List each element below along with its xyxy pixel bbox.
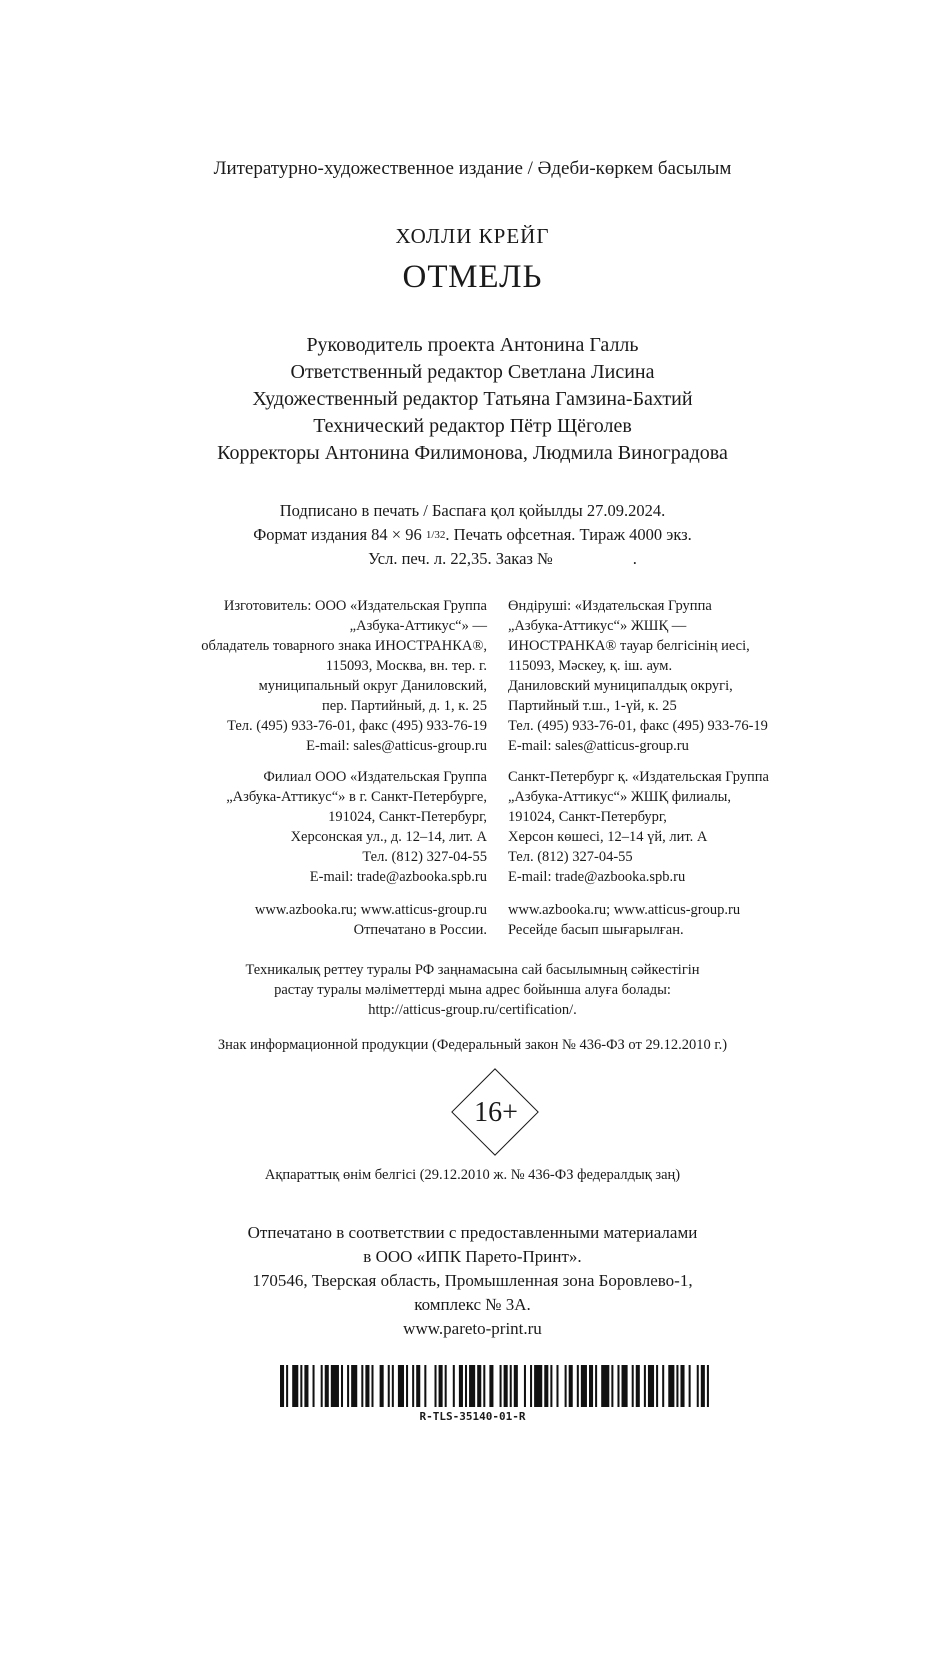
barcode-bar — [459, 1365, 463, 1407]
barcode-bar — [406, 1365, 408, 1407]
barcode-bar — [662, 1365, 664, 1407]
barcode-bar — [577, 1365, 579, 1407]
manufacturer-ru-line: E-mail: sales@atticus-group.ru — [306, 738, 487, 754]
barcode-bar — [388, 1365, 390, 1407]
barcode-bar — [398, 1365, 404, 1407]
barcode-bar — [483, 1365, 485, 1407]
branch-ru-line: 191024, Санкт-Петербург, — [328, 809, 487, 825]
branch-kz — [508, 767, 868, 887]
web-ru-line: Отпечатано в России. — [353, 922, 487, 938]
barcode-bar — [280, 1365, 284, 1407]
barcode-bar — [636, 1365, 640, 1407]
barcode-bar — [565, 1365, 567, 1407]
branch-kz-line: 191024, Санкт-Петербург, — [508, 809, 667, 825]
age-rating-badge — [451, 1068, 541, 1158]
barcode-bar — [331, 1365, 339, 1407]
barcode-bar — [701, 1365, 705, 1407]
tech-regulation-notice — [0, 960, 945, 1020]
barcode-bar — [361, 1365, 363, 1407]
credit-proofreaders: Корректоры Антонина Филимонова, Людмила Виноградова — [217, 442, 728, 464]
credit-executive-editor: Ответственный редактор Светлана Лисина — [290, 361, 655, 383]
barcode-bar — [601, 1365, 609, 1407]
barcode-bar — [313, 1365, 315, 1407]
barcode-bar — [581, 1365, 587, 1407]
edition-format — [0, 523, 945, 547]
barcode-bar — [632, 1365, 634, 1407]
barcode-bar — [550, 1365, 552, 1407]
branch-ru-line: „Азбука-Аттикус“» в г. Санкт-Петербурге, — [226, 789, 487, 805]
barcode-bar — [622, 1365, 628, 1407]
branch-ru-line: E-mail: trade@azbooka.spb.ru — [309, 869, 487, 885]
barcode-bar — [341, 1365, 343, 1407]
info-product-sign-kz: Ақпараттық өнім белгісі (29.12.2010 ж. № 436-ФЗ федералдық заң) — [264, 1167, 681, 1183]
barcode-bar — [504, 1365, 508, 1407]
branch-kz-line: Херсон көшесі, 12–14 үй, лит. А — [508, 829, 708, 845]
barcode-bar — [489, 1365, 493, 1407]
barcode-bar — [617, 1365, 619, 1407]
barcode-bar — [465, 1365, 467, 1407]
barcode-bar — [439, 1365, 443, 1407]
barcode-bar — [392, 1365, 394, 1407]
barcode-bar — [286, 1365, 288, 1407]
printer-line: в ООО «ИПК Парето-Принт». — [363, 1247, 582, 1266]
age-rating-text: 16+ — [474, 1097, 518, 1128]
barcode-bar — [514, 1365, 518, 1407]
credits-block — [0, 332, 945, 467]
barcode-bar — [325, 1365, 329, 1407]
printer-line: комплекс № 3А. — [414, 1295, 531, 1314]
barcode-bar — [500, 1365, 502, 1407]
branch-kz-line: Санкт-Петербург қ. «Издательская Группа — [508, 769, 769, 785]
barcode-bar — [524, 1365, 526, 1407]
barcode-bar — [556, 1365, 558, 1407]
branch-ru-line: Филиал ООО «Издательская Группа — [263, 769, 487, 785]
book-author: ХОЛЛИ КРЕЙГ — [395, 224, 550, 248]
format-prefix: Формат издания 84 × 96 — [253, 525, 426, 544]
info-product-sign-ru: Знак информационной продукции (Федеральный закон № 436-ФЗ от 29.12.2010 г.) — [217, 1037, 728, 1053]
print-info-block — [0, 499, 945, 571]
barcode-bar — [424, 1365, 426, 1407]
manufacturer-kz-line: E-mail: sales@atticus-group.ru — [508, 738, 689, 754]
printer-line: 170546, Тверская область, Промышленная зона Боровлево-1, — [252, 1271, 693, 1290]
manufacturer-ru-line: Тел. (495) 933-76-01, факс (495) 933-76-19 — [227, 718, 487, 734]
publication-type: Литературно-художественное издание / Әдеби-көркем басылым — [213, 158, 732, 179]
credit-technical-editor: Технический редактор Пётр Щёголев — [313, 415, 632, 437]
manufacturer-kz — [508, 596, 868, 756]
barcode-bar — [412, 1365, 414, 1407]
branch-kz-line: Тел. (812) 327-04-55 — [508, 849, 633, 865]
printer-line: Отпечатано в соответствии с предоставленными материалами — [247, 1223, 698, 1242]
barcode-bar — [469, 1365, 475, 1407]
barcode-bar — [380, 1365, 384, 1407]
barcode-bar — [435, 1365, 437, 1407]
credit-art-editor: Художественный редактор Татьяна Гамзина-Бахтий — [252, 388, 693, 410]
barcode-bar — [453, 1365, 455, 1407]
manufacturer-ru-line: „Азбука-Аттикус“» — — [349, 618, 487, 634]
manufacturer-kz-line: 115093, Мәскеу, қ. іш. аум. — [508, 658, 673, 674]
barcode-bar — [644, 1365, 646, 1407]
barcode-bar — [707, 1365, 709, 1407]
barcode — [280, 1365, 713, 1407]
barcode-bar — [351, 1365, 357, 1407]
barcode-bar — [611, 1365, 613, 1407]
manufacturer-ru — [127, 596, 487, 756]
barcode-bar — [445, 1365, 447, 1407]
barcode-bar — [569, 1365, 573, 1407]
barcode-bar — [697, 1365, 699, 1407]
format-fraction: 1/32 — [425, 529, 446, 541]
credit-project-manager: Руководитель проекта Антонина Галль — [306, 334, 639, 356]
barcode-bar — [689, 1365, 691, 1407]
barcode-bar — [300, 1365, 302, 1407]
barcode-bar — [544, 1365, 548, 1407]
manufacturer-ru-line: муниципальный округ Даниловский, — [258, 678, 487, 694]
tech-regulation-line: растау туралы мәліметтерді мына адрес бойынша алуға болады: — [274, 982, 671, 998]
signed-to-print: Подписано в печать / Баспаға қол қойылды 27.09.2024. — [279, 501, 666, 520]
barcode-bar — [534, 1365, 542, 1407]
barcode-bar — [589, 1365, 593, 1407]
barcode-bar — [676, 1365, 678, 1407]
manufacturer-kz-line: ИНОСТРАНКА® тауар белгісінің иесі, — [508, 638, 750, 654]
web-ru-line: www.azbooka.ru; www.atticus-group.ru — [254, 902, 487, 918]
barcode-text: R-TLS-35140-01-R — [419, 1410, 526, 1423]
branch-kz-line: E-mail: trade@azbooka.spb.ru — [508, 869, 686, 885]
barcode-bar — [668, 1365, 674, 1407]
manufacturer-ru-line: Изготовитель: ООО «Издательская Группа — [223, 598, 487, 614]
barcode-bar — [365, 1365, 369, 1407]
print-sheets: Усл. печ. л. 22,35. Заказ № . — [368, 549, 637, 568]
manufacturer-ru-line: 115093, Москва, вн. тер. г. — [325, 658, 487, 674]
barcode-bar — [680, 1365, 684, 1407]
printer-website-link[interactable]: www.pareto-print.ru — [403, 1319, 542, 1338]
manufacturer-kz-line: Партийный т.ш., 1-үй, к. 25 — [508, 698, 677, 714]
branch-ru-line: Тел. (812) 327-04-55 — [362, 849, 487, 865]
barcode-bar — [648, 1365, 654, 1407]
barcode-bar — [477, 1365, 481, 1407]
manufacturer-kz-line: Даниловский муниципалдық округі, — [508, 678, 733, 694]
barcode-bar — [347, 1365, 349, 1407]
barcode-bar — [292, 1365, 298, 1407]
barcode-bar — [595, 1365, 597, 1407]
book-title: ОТМЕЛЬ — [402, 259, 543, 295]
manufacturer-kz-line: Тел. (495) 933-76-01, факс (495) 933-76-19 — [508, 718, 768, 734]
format-suffix: . Печать офсетная. Тираж 4000 экз. — [445, 525, 692, 544]
branch-kz-line: „Азбука-Аттикус“» ЖШҚ филиалы, — [508, 789, 732, 805]
manufacturer-kz-line: Өндіруші: «Издательская Группа — [508, 598, 712, 614]
barcode-bar — [656, 1365, 658, 1407]
barcode-bar — [321, 1365, 323, 1407]
web-kz — [508, 900, 868, 940]
barcode-bar — [416, 1365, 420, 1407]
web-ru — [127, 900, 487, 940]
branch-ru-line: Херсонская ул., д. 12–14, лит. А — [290, 829, 487, 845]
barcode-bar — [304, 1365, 308, 1407]
manufacturer-ru-line: обладатель товарного знака ИНОСТРАНКА®, — [201, 638, 487, 654]
tech-regulation-line: Техникалық реттеу туралы РФ заңнамасына сай басылымның сәйкестігін — [245, 962, 700, 978]
certification-link[interactable]: http://atticus-group.ru/certification/. — [368, 1002, 577, 1018]
web-kz-line: Ресейде басып шығарылған. — [508, 922, 684, 938]
printer-info — [0, 1221, 945, 1341]
branch-ru — [127, 767, 487, 887]
print-sheets-text: Усл. печ. л. 22,35. Заказ № — [368, 549, 553, 568]
barcode-bar — [530, 1365, 532, 1407]
manufacturer-kz-line: „Азбука-Аттикус“» ЖШҚ — — [508, 618, 687, 634]
manufacturer-ru-line: пер. Партийный, д. 1, к. 25 — [322, 698, 487, 714]
barcode-bar — [510, 1365, 512, 1407]
web-kz-line: www.azbooka.ru; www.atticus-group.ru — [508, 902, 741, 918]
barcode-bar — [371, 1365, 373, 1407]
